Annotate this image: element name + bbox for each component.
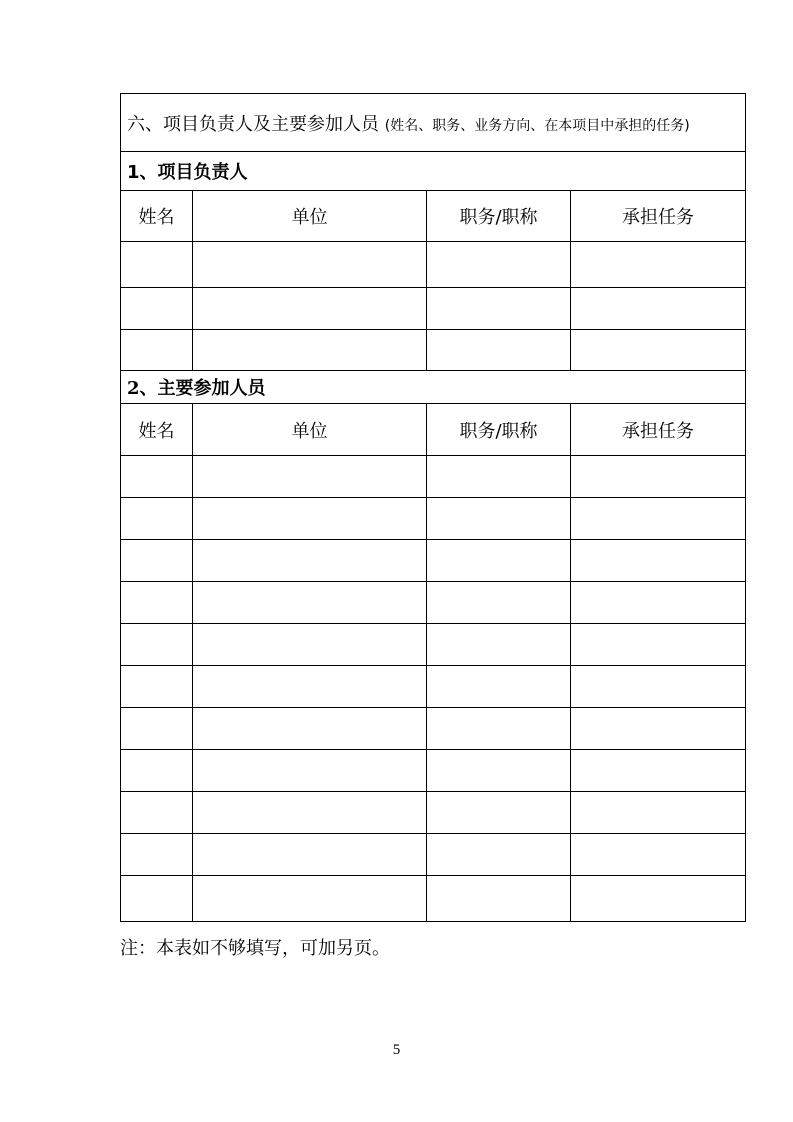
leader-col-title: 职务/职称 [427, 191, 571, 242]
members-cell-unit[interactable] [193, 750, 427, 792]
members-cell-name[interactable] [121, 498, 193, 540]
members-row [121, 834, 746, 876]
members-cell-name[interactable] [121, 876, 193, 922]
members-cell-task[interactable] [571, 540, 746, 582]
members-cell-task[interactable] [571, 834, 746, 876]
members-row [121, 708, 746, 750]
members-cell-title[interactable] [427, 456, 571, 498]
members-heading-row [121, 371, 746, 404]
members-cell-title[interactable] [427, 540, 571, 582]
members-cell-name[interactable] [121, 834, 193, 876]
leader-heading: 1、项目负责人 [121, 152, 746, 191]
leader-cell-name[interactable] [121, 242, 193, 288]
section-title-row [121, 94, 746, 152]
members-cell-unit[interactable] [193, 540, 427, 582]
members-row [121, 498, 746, 540]
members-cell-unit[interactable] [193, 498, 427, 540]
members-cell-unit[interactable] [193, 792, 427, 834]
members-row [121, 540, 746, 582]
section-title-subtitle: (姓名、职务、业务方向、在本项目中承担的任务) [384, 117, 690, 134]
members-cell-title[interactable] [427, 750, 571, 792]
members-cell-name[interactable] [121, 624, 193, 666]
members-heading: 2、主要参加人员 [121, 371, 746, 404]
leader-cell-unit[interactable] [193, 242, 427, 288]
leader-heading-row [121, 152, 746, 191]
members-cell-name[interactable] [121, 750, 193, 792]
leader-cell-unit[interactable] [193, 288, 427, 330]
members-row [121, 750, 746, 792]
members-cell-name[interactable] [121, 456, 193, 498]
members-cell-unit[interactable] [193, 624, 427, 666]
leader-col-task: 承担任务 [571, 191, 746, 242]
members-cell-task[interactable] [571, 582, 746, 624]
members-cell-unit[interactable] [193, 708, 427, 750]
personnel-table [120, 93, 746, 922]
leader-cell-name[interactable] [121, 288, 193, 330]
members-cell-task[interactable] [571, 876, 746, 922]
members-row [121, 792, 746, 834]
leader-cell-title[interactable] [427, 330, 571, 371]
members-row [121, 624, 746, 666]
leader-cell-title[interactable] [427, 288, 571, 330]
members-cell-unit[interactable] [193, 456, 427, 498]
members-col-title: 职务/职称 [427, 404, 571, 456]
members-cell-name[interactable] [121, 582, 193, 624]
members-col-name: 姓名 [121, 404, 193, 456]
leader-col-unit: 单位 [193, 191, 427, 242]
members-cell-title[interactable] [427, 624, 571, 666]
members-cell-task[interactable] [571, 792, 746, 834]
leader-row [121, 330, 746, 371]
members-col-unit: 单位 [193, 404, 427, 456]
members-row [121, 456, 746, 498]
section-title [121, 94, 746, 152]
leader-cell-task[interactable] [571, 242, 746, 288]
members-cell-name[interactable] [121, 708, 193, 750]
leader-row [121, 288, 746, 330]
leader-col-name: 姓名 [121, 191, 193, 242]
leader-cell-title[interactable] [427, 242, 571, 288]
members-cell-task[interactable] [571, 666, 746, 708]
members-row [121, 876, 746, 922]
members-row [121, 666, 746, 708]
members-cell-task[interactable] [571, 456, 746, 498]
members-row [121, 582, 746, 624]
leader-cell-unit[interactable] [193, 330, 427, 371]
members-header-row [121, 404, 746, 456]
members-cell-task[interactable] [571, 750, 746, 792]
members-cell-unit[interactable] [193, 876, 427, 922]
members-cell-task[interactable] [571, 624, 746, 666]
leader-row [121, 242, 746, 288]
page-number: 5 [392, 1042, 401, 1058]
members-cell-title[interactable] [427, 792, 571, 834]
members-cell-task[interactable] [571, 708, 746, 750]
members-cell-unit[interactable] [193, 666, 427, 708]
leader-header-row [121, 191, 746, 242]
members-col-task: 承担任务 [571, 404, 746, 456]
members-cell-title[interactable] [427, 876, 571, 922]
footnote: 注：本表如不够填写，可加另页。 [120, 938, 390, 959]
members-cell-title[interactable] [427, 834, 571, 876]
members-cell-unit[interactable] [193, 582, 427, 624]
members-cell-name[interactable] [121, 792, 193, 834]
members-cell-title[interactable] [427, 582, 571, 624]
leader-cell-task[interactable] [571, 330, 746, 371]
members-cell-name[interactable] [121, 540, 193, 582]
members-cell-title[interactable] [427, 498, 571, 540]
leader-cell-name[interactable] [121, 330, 193, 371]
members-cell-name[interactable] [121, 666, 193, 708]
leader-cell-task[interactable] [571, 288, 746, 330]
members-cell-title[interactable] [427, 666, 571, 708]
section-title-main: 六、项目负责人及主要参加人员 [127, 113, 379, 135]
members-cell-task[interactable] [571, 498, 746, 540]
members-cell-unit[interactable] [193, 834, 427, 876]
members-cell-title[interactable] [427, 708, 571, 750]
